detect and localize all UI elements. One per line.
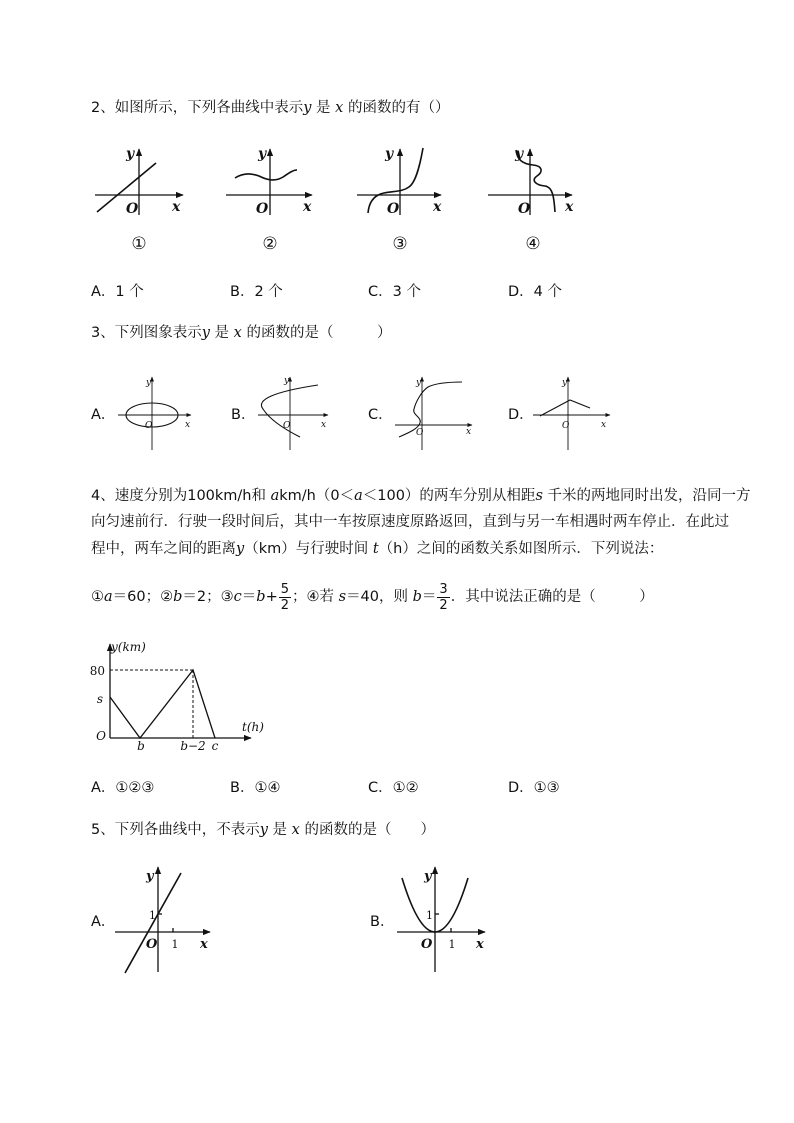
y-axis-label: y	[424, 869, 432, 884]
s-curve	[399, 382, 462, 437]
stem-text: 的函数的有（）	[343, 100, 450, 116]
stem-text: 2、如图所示，下列各曲线中表示	[91, 100, 304, 116]
q2-figure-4	[483, 140, 583, 255]
fraction-denominator: 2	[280, 597, 289, 613]
q2-option-a: A．1 个	[91, 284, 144, 300]
statement-text: +	[265, 589, 278, 605]
q2-option-d: D．4 个	[508, 284, 562, 300]
question-3-stem	[91, 324, 391, 342]
x-tick-1: 1	[171, 938, 179, 951]
variable-b: b	[173, 589, 183, 605]
y-axis-label: y(km)	[111, 640, 146, 654]
variable-y: y	[201, 325, 210, 341]
statement-text: ＝	[241, 589, 257, 605]
x-tick-b-minus-2: b−2	[180, 739, 206, 753]
question-2-stem	[91, 99, 449, 117]
stem-text: 4、速度分别为100km/h和	[91, 488, 271, 504]
x-axis-label: x	[476, 937, 484, 952]
y-axis-label: y	[126, 146, 135, 162]
statement-text: ．其中说法正确的是（ ）	[450, 589, 654, 605]
question-5-stem	[91, 821, 435, 839]
stem-text: 是	[209, 325, 234, 341]
y-axis-label: y	[385, 146, 394, 162]
stem-text: 千米的两地同时出发，沿同一方	[542, 488, 751, 504]
origin-label: O	[416, 428, 424, 438]
question-4-stem-line-3	[91, 540, 663, 558]
q5-figure-a	[110, 862, 215, 978]
t-axis-label: t(h)	[242, 720, 264, 734]
question-4-stem-line-2	[91, 513, 729, 531]
stem-text: 3、下列图象表示	[91, 325, 202, 341]
variable-b: b	[256, 589, 266, 605]
q2-option-b: B．2 个	[230, 284, 283, 300]
origin-label: O	[256, 201, 269, 217]
statement-text: ＝	[421, 589, 437, 605]
stem-text: 是	[267, 822, 292, 838]
stem-text: ＜100）的两车分别从相距	[362, 488, 536, 504]
origin-label: O	[126, 201, 139, 217]
x-axis-label: x	[185, 420, 191, 430]
x-axis-label: x	[601, 420, 607, 430]
piecewise-line	[540, 400, 590, 416]
statement-text: ①	[91, 589, 104, 605]
q5-figure-b	[390, 862, 490, 978]
y-axis-label: y	[146, 378, 152, 388]
q4-option-c: C．①②	[368, 780, 419, 796]
q2-figure-3	[352, 140, 452, 255]
q4-distance-time-graph	[85, 638, 270, 756]
y-axis-label: y	[146, 869, 154, 884]
origin-label: O	[421, 937, 433, 952]
origin-label: O	[518, 201, 531, 217]
fraction-three-halves	[437, 582, 449, 613]
x-axis-label: x	[565, 199, 574, 215]
origin-label: O	[96, 729, 106, 743]
stem-text: 是	[311, 100, 336, 116]
variable-x: x	[335, 100, 344, 116]
question-4-statements	[91, 580, 654, 614]
stem-text: 的函数的是（ ）	[299, 822, 435, 838]
origin-label: O	[145, 421, 153, 431]
statement-text: ＝2；③	[182, 589, 234, 605]
stem-text: 5、下列各曲线中，不表示	[91, 822, 260, 838]
origin-label: O	[283, 421, 291, 431]
q3-figure-a	[113, 373, 193, 453]
fraction-numerator: 3	[439, 581, 448, 597]
q3-option-a-label: A．	[91, 407, 116, 423]
variable-y: y	[236, 541, 245, 557]
y-tick-1: 1	[426, 909, 433, 922]
stem-text: km/h（0＜	[279, 488, 355, 504]
variable-s: s	[535, 488, 543, 504]
stem-text: （km）与行驶时间	[244, 541, 373, 557]
x-tick-b: b	[137, 739, 145, 753]
x-tick-c: c	[211, 739, 219, 753]
origin-label: O	[146, 937, 158, 952]
q2-figure-2	[221, 140, 321, 255]
x-axis-label: x	[303, 199, 312, 215]
origin-label: O	[387, 201, 400, 217]
figure-label: ①	[131, 234, 147, 254]
figure-label: ②	[262, 234, 278, 254]
variable-a: a	[354, 488, 363, 504]
linear-function-line	[125, 873, 181, 973]
q3-option-c-label: C．	[368, 407, 393, 423]
variable-y: y	[259, 822, 268, 838]
x-tick-1: 1	[448, 938, 456, 951]
q4-option-b: B．①④	[230, 780, 281, 796]
q3-option-b-label: B．	[231, 407, 256, 423]
x-axis-label: x	[321, 420, 327, 430]
origin-label: O	[562, 421, 570, 431]
y-axis-label: y	[284, 376, 290, 386]
q3-figure-b	[250, 373, 330, 453]
q3-figure-d	[530, 373, 612, 453]
q4-option-a: A．①②③	[91, 780, 155, 796]
variable-x: x	[291, 822, 300, 838]
x-axis-label: x	[466, 427, 472, 437]
y-tick-80: 80	[89, 664, 105, 678]
y-axis-label: y	[515, 146, 524, 162]
variable-b: b	[412, 589, 422, 605]
variable-a: a	[104, 589, 113, 605]
fraction-numerator: 5	[280, 581, 289, 597]
statement-text: ＝40，则	[346, 589, 413, 605]
y-axis-label: y	[562, 378, 568, 388]
x-axis-label: x	[433, 199, 442, 215]
figure-label: ④	[525, 234, 541, 254]
variable-a: a	[270, 488, 280, 504]
figure-label: ③	[392, 234, 408, 254]
stem-text: 的函数的是（ ）	[241, 325, 392, 341]
q4-option-d: D．①③	[508, 780, 560, 796]
y-axis-label: y	[258, 146, 267, 162]
variable-x: x	[233, 325, 242, 341]
statement-text: ＝60；②	[112, 589, 174, 605]
q2-figure-1	[90, 140, 190, 255]
stem-text: （h）之间的函数关系如图所示．下列说法：	[378, 541, 664, 557]
x-axis-label: x	[172, 199, 181, 215]
q3-option-d-label: D．	[508, 407, 534, 423]
q5-option-b-label: B．	[370, 914, 395, 930]
distance-polyline	[110, 670, 215, 738]
stem-text: 程中，两车之间的距离	[91, 541, 236, 557]
variable-y: y	[303, 100, 312, 116]
question-4-stem-line-1	[91, 487, 751, 505]
y-tick-s: s	[96, 692, 103, 706]
variable-t: t	[372, 541, 379, 557]
variable-s: s	[338, 589, 347, 605]
q5-option-a-label: A．	[91, 914, 116, 930]
y-axis-label: y	[416, 378, 422, 388]
fraction-denominator: 2	[439, 597, 448, 613]
function-curve	[235, 170, 297, 180]
variable-c: c	[233, 589, 242, 605]
y-tick-1: 1	[149, 909, 156, 922]
statement-text: ；④若	[292, 589, 339, 605]
q2-option-c: C．3 个	[368, 284, 421, 300]
fraction-five-halves	[279, 582, 291, 613]
q3-figure-c	[390, 373, 475, 453]
x-axis-label: x	[200, 937, 208, 952]
stem-text: 向匀速前行．行驶一段时间后，其中一车按原速度原路返回，直到与另一车相遇时两车停止．在此过	[91, 514, 729, 530]
